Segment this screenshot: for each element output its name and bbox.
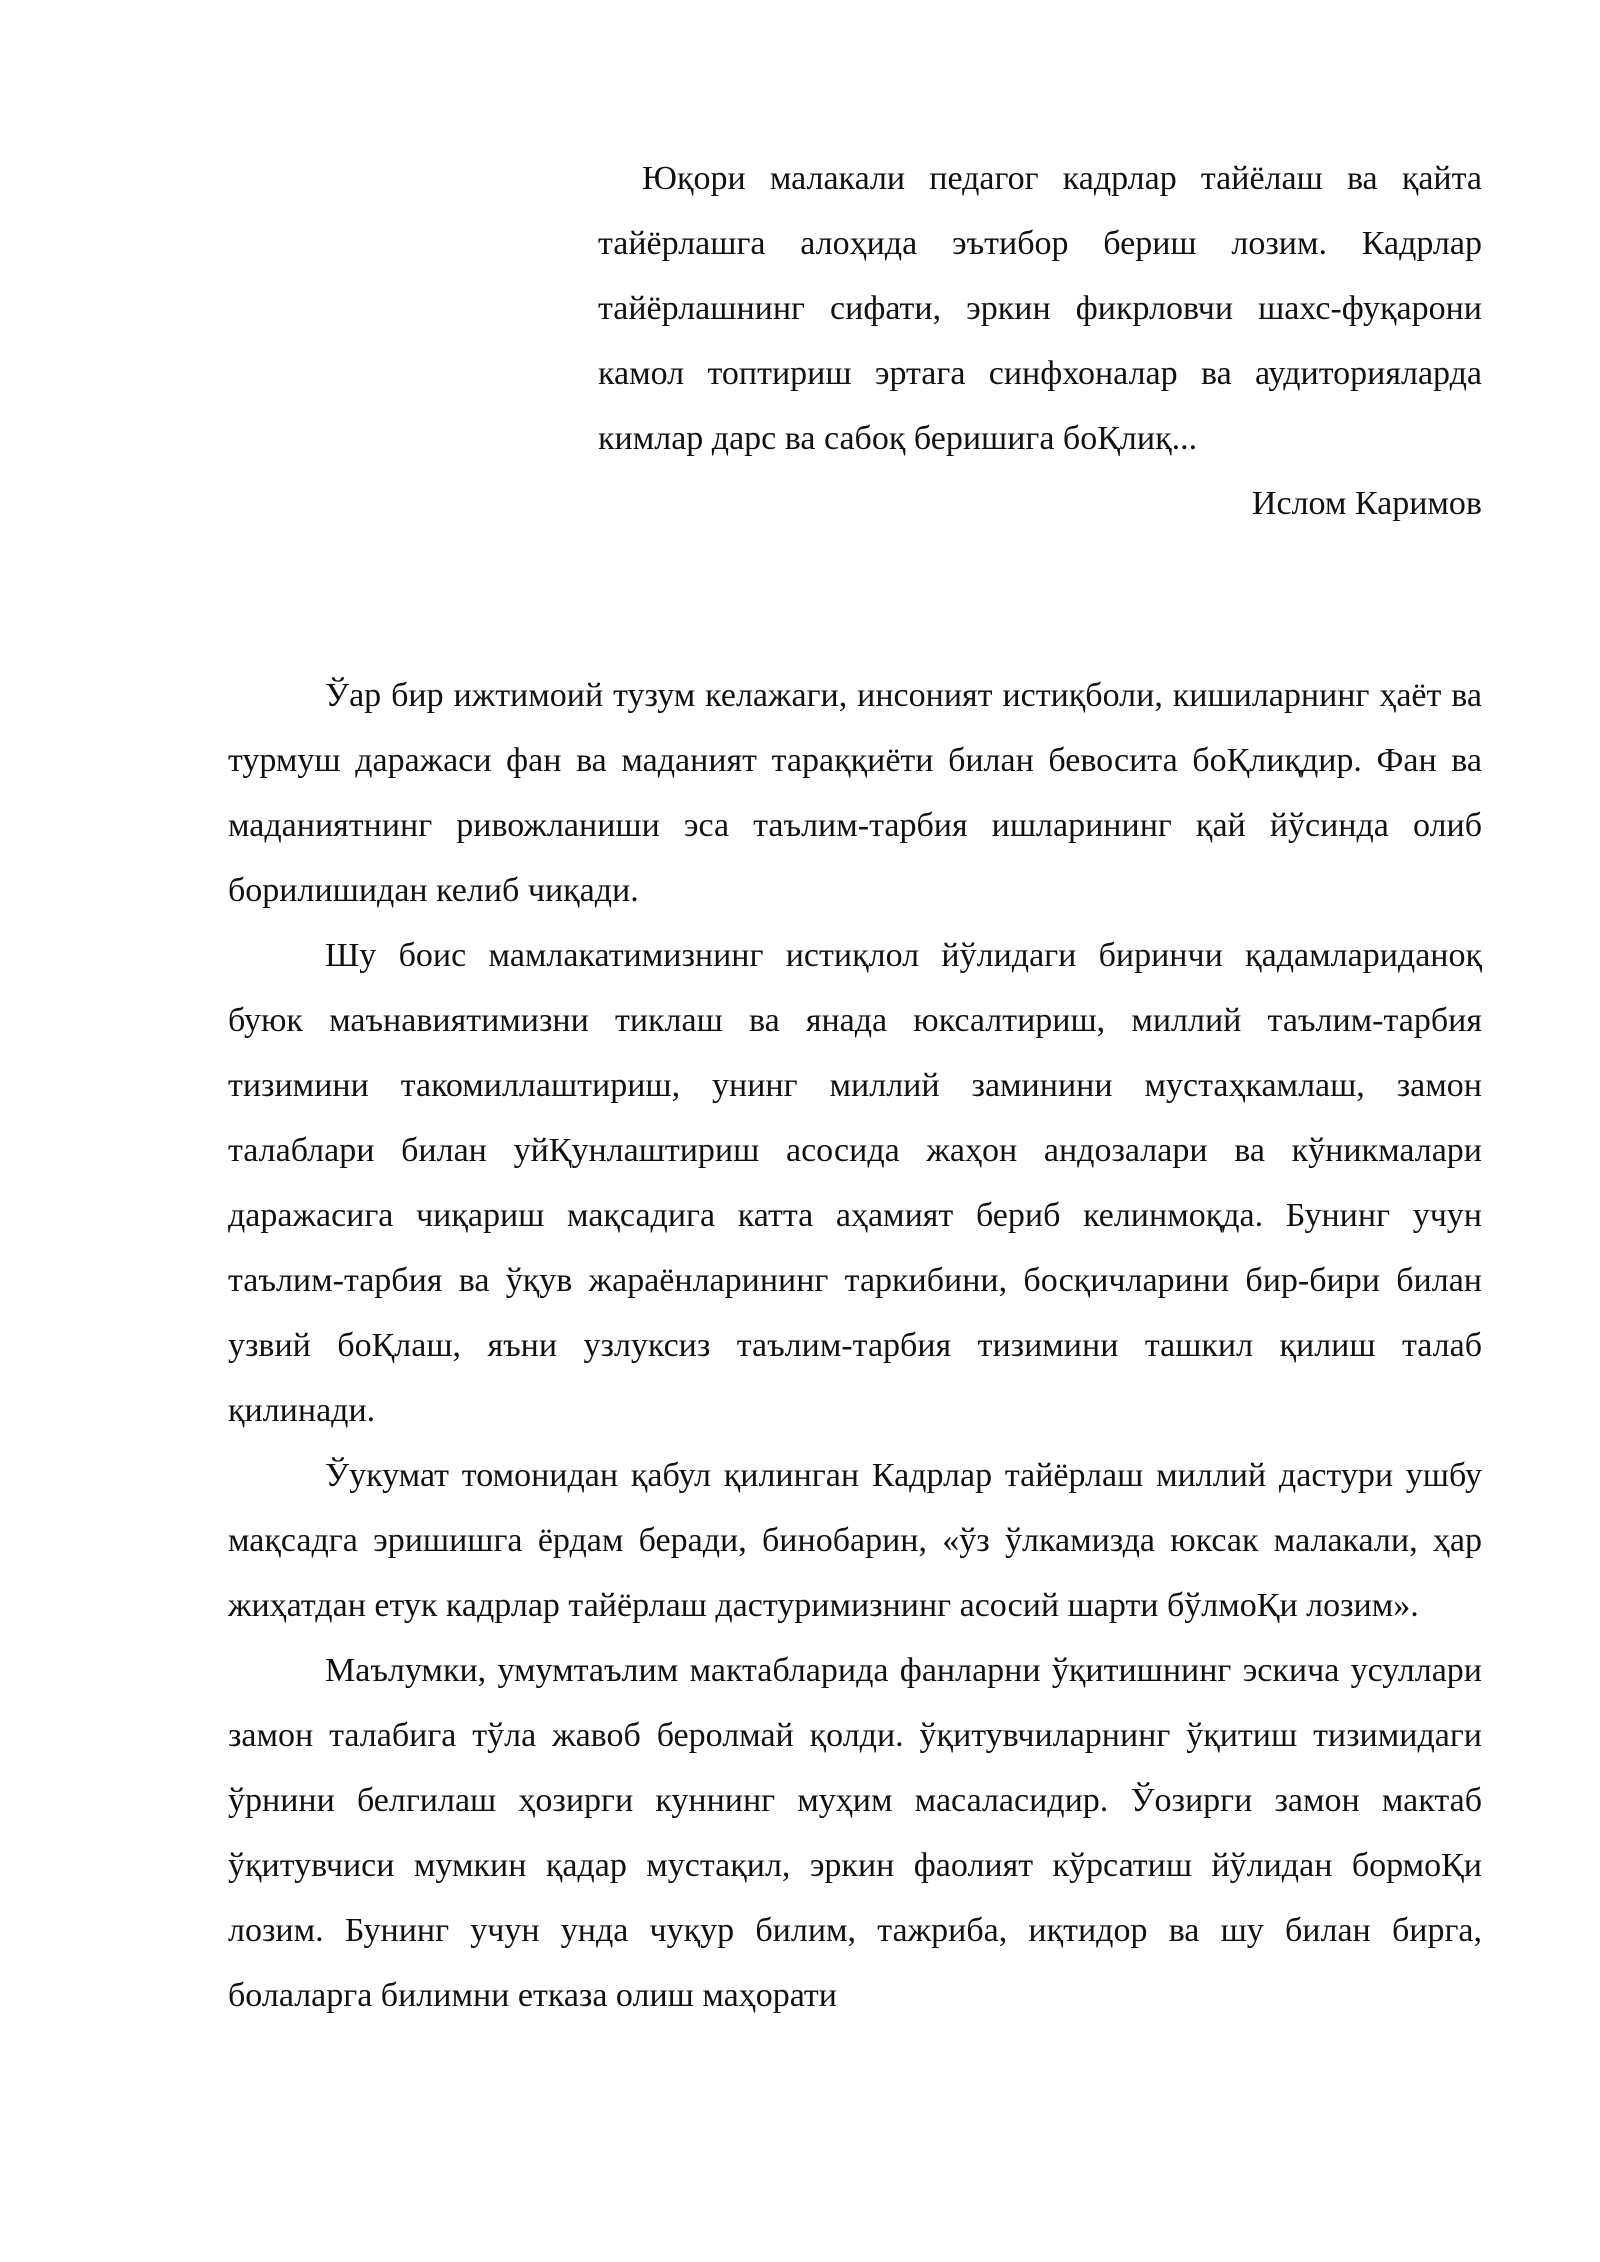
paragraph: Маълумки, умумтаълим мактабларида фанларни ўқитишнинг эскича усуллари замон талабига тўла жавоб беролмай қолди. ўқитувчиларнинг ўқитиш тизимидаги ўрнини белгилаш ҳозирги куннинг муҳим масаласидир. Ўозирги замон мактаб ўқитувчиси мумкин қадар мустақил, эркин фаолият кўрсатиш йўлидан бормоҚи лозим. Бунинг учун унда чуқур билим, тажриба, иқтидор ва шу билан бирга, болаларга билимни етказа олиш маҳорати	[228, 1652, 1482, 2014]
paragraph: Ўукумат томонидан қабул қилинган Кадрлар тайёрлаш миллий дастури ушбу мақсадга эришишга ёрдам беради, бинобарин, «ўз ўлкамизда юксак малакали, ҳар жиҳатдан етук кадрлар тайёрлаш дастуримизнинг асосий шарти бўлмоҚи лозим».	[228, 1457, 1482, 1624]
paragraph: Ўар бир ижтимоий тузум келажаги, инсоният истиқболи, кишиларнинг ҳаёт ва турмуш даражаси фан ва маданият тараққиёти билан бевосита боҚлиқдир. Фан ва маданиятнинг ривожланиши эса таълим-тарбия ишларининг қай йўсинда олиб борилишидан келиб чиқади.	[228, 677, 1482, 909]
epigraph	[598, 146, 1482, 536]
epigraph-author: Ислом Каримов	[1251, 485, 1482, 522]
body-text	[228, 663, 1482, 2028]
epigraph-quote: Юқори малакали педагог кадрлар тайёлаш ва қайта тайёрлашга алоҳида эътибор бериш лозим. Кадрлар тайёрлашнинг сифати, эркин фикрловчи шахс-фуқарони камол топтириш эртага синфхоналар ва аудиторияларда кимлар дарс ва сабоқ беришига боҚлиқ...	[598, 160, 1482, 457]
paragraph: Шу боис мамлакатимизнинг истиқлол йўлидаги биринчи қадамлариданоқ буюк маънавиятимизни тиклаш ва янада юксалтириш, миллий таълим-тарбия тизимини такомиллаштириш, унинг миллий заминини мустаҳкамлаш, замон талаблари билан уйҚунлаштириш асосида жаҳон андозалари ва кўникмалари даражасига чиқариш мақсадига катта аҳамият бериб келинмоқда. Бунинг учун таълим-тарбия ва ўқув жараёнларининг таркибини, босқичларини бир-бири билан узвий боҚлаш, яъни узлуксиз таълим-тарбия тизимини ташкил қилиш талаб қилинади.	[228, 937, 1482, 1429]
